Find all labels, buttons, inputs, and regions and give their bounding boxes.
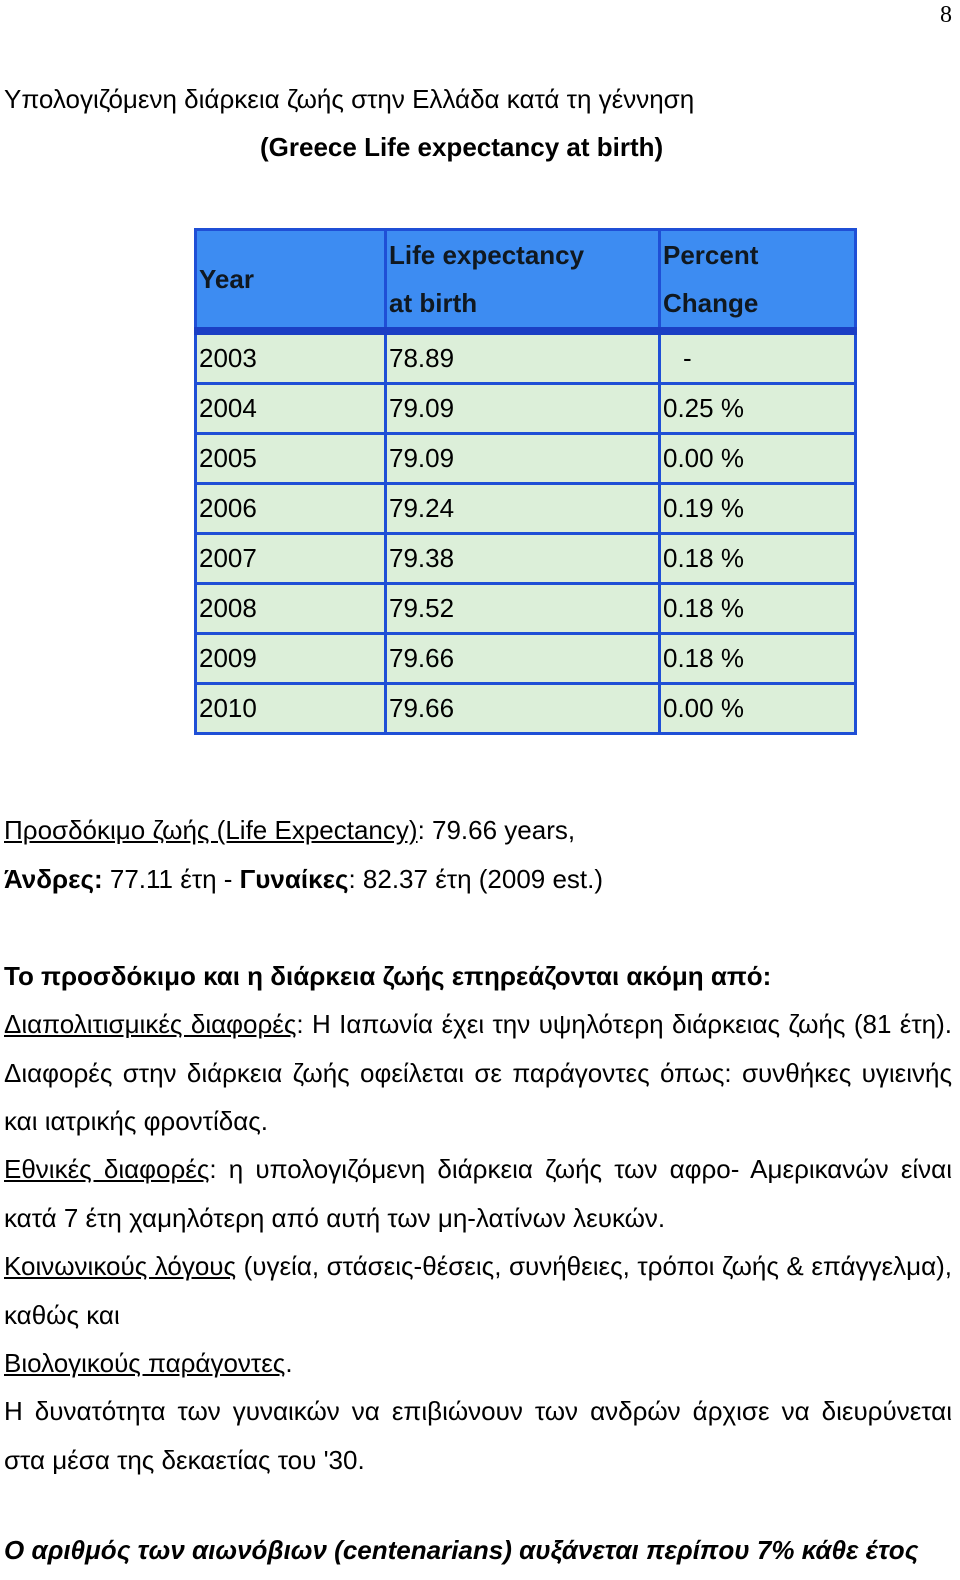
cell-pct: 0.00 % — [660, 684, 856, 734]
header-life-line2: at birth — [389, 288, 478, 318]
cell-year: 2010 — [196, 684, 386, 734]
life-expectancy-summary — [4, 806, 952, 903]
ethnic-paragraph — [4, 1145, 952, 1242]
cell-pct: 0.19 % — [660, 484, 856, 534]
cell-pct: 0.18 % — [660, 584, 856, 634]
social-text: (υγεία, στάσεις-θέσεις, συνήθειες, τρόποι ζωής & επάγγελμα), καθώς και — [4, 1251, 952, 1330]
cell-year: 2009 — [196, 634, 386, 684]
cell-year: 2006 — [196, 484, 386, 534]
cell-year: 2005 — [196, 434, 386, 484]
centenarians-heading: Ο αριθμός των αιωνόβιων (centenarians) αυξάνεται περίπου 7% κάθε έτος — [4, 1535, 919, 1565]
cell-life: 79.09 — [386, 434, 660, 484]
cell-year: 2008 — [196, 584, 386, 634]
cell-life: 79.52 — [386, 584, 660, 634]
men-label: Άνδρες: — [4, 863, 103, 894]
table-row — [196, 434, 856, 484]
title-english: (Greece Life expectancy at birth) — [260, 132, 664, 162]
table-header-row — [196, 230, 856, 332]
le-value: : 79.66 years, — [417, 815, 576, 845]
cultural-paragraph — [4, 1000, 952, 1146]
table-row — [196, 484, 856, 534]
cell-life: 79.24 — [386, 484, 660, 534]
cell-pct: 0.18 % — [660, 634, 856, 684]
header-life-line1: Life expectancy — [389, 240, 585, 270]
bio-paragraph — [4, 1339, 952, 1388]
factors-heading: Το προσδόκιμο και η διάρκεια ζωής επηρεάζονται ακόμη από: — [4, 961, 772, 991]
cell-year: 2004 — [196, 384, 386, 434]
social-label: Κοινωνικούς λόγους — [4, 1251, 237, 1281]
page-number: 8 — [940, 2, 952, 28]
table-row — [196, 634, 856, 684]
social-paragraph — [4, 1242, 952, 1339]
life-expectancy-table — [194, 228, 857, 735]
men-value: 77.11 έτη - — [102, 863, 240, 894]
le-label: Προσδόκιμο ζωής (Life Expectancy) — [4, 815, 418, 845]
header-pct-line1: Percent — [663, 240, 759, 270]
ethnic-text: : η υπολογιζόμενη διάρκεια ζωής των αφρο- Αμερικανών είναι κατά 7 έτη χαμηλότερη από αυτή των μη-λατίνων λευκών. — [4, 1154, 952, 1233]
table-row — [196, 534, 856, 584]
cultural-text: : Η Ιαπωνία έχει την υψηλότερη διάρκειας ζωής (81 έτη). Διαφορές στην διάρκεια ζωής οφείλεται σε παράγοντες όπως: συνθήκες υγιεινής και ιατρικής φροντίδας. — [4, 1009, 952, 1136]
header-pct-line2: Change — [663, 288, 759, 318]
cell-life: 78.89 — [386, 331, 660, 384]
bio-text: . — [285, 1348, 293, 1378]
header-life-expectancy — [386, 230, 660, 332]
cell-pct: 0.18 % — [660, 534, 856, 584]
cell-pct: 0.25 % — [660, 384, 856, 434]
cell-life: 79.38 — [386, 534, 660, 584]
header-percent-change — [660, 230, 856, 332]
cell-life: 79.09 — [386, 384, 660, 434]
cultural-label: Διαπολιτισμικές διαφορές — [4, 1009, 297, 1039]
women-value: : 82.37 έτη (2009 est.) — [348, 863, 604, 894]
title-greek: Υπολογιζόμενη διάρκεια ζωής στην Ελλάδα κατά τη γέννηση — [4, 84, 695, 114]
cell-year: 2007 — [196, 534, 386, 584]
women-survival-paragraph: Η δυνατότητα των γυναικών να επιβιώνουν των ανδρών άρχισε να διευρύνεται στα μέσα της δεκαετίας του '30. — [4, 1396, 952, 1475]
women-label: Γυναίκες — [239, 863, 349, 894]
cell-life: 79.66 — [386, 634, 660, 684]
table-row — [196, 384, 856, 434]
header-year: Year — [196, 230, 386, 332]
cell-life: 79.66 — [386, 684, 660, 734]
table-row — [196, 684, 856, 734]
cell-year: 2003 — [196, 331, 386, 384]
cell-pct: 0.00 % — [660, 434, 856, 484]
bio-label: Βιολογικούς παράγοντες — [4, 1348, 286, 1378]
ethnic-label: Εθνικές διαφορές — [4, 1154, 210, 1184]
cell-pct: - — [660, 331, 856, 384]
table-row — [196, 331, 856, 384]
table-row — [196, 584, 856, 634]
